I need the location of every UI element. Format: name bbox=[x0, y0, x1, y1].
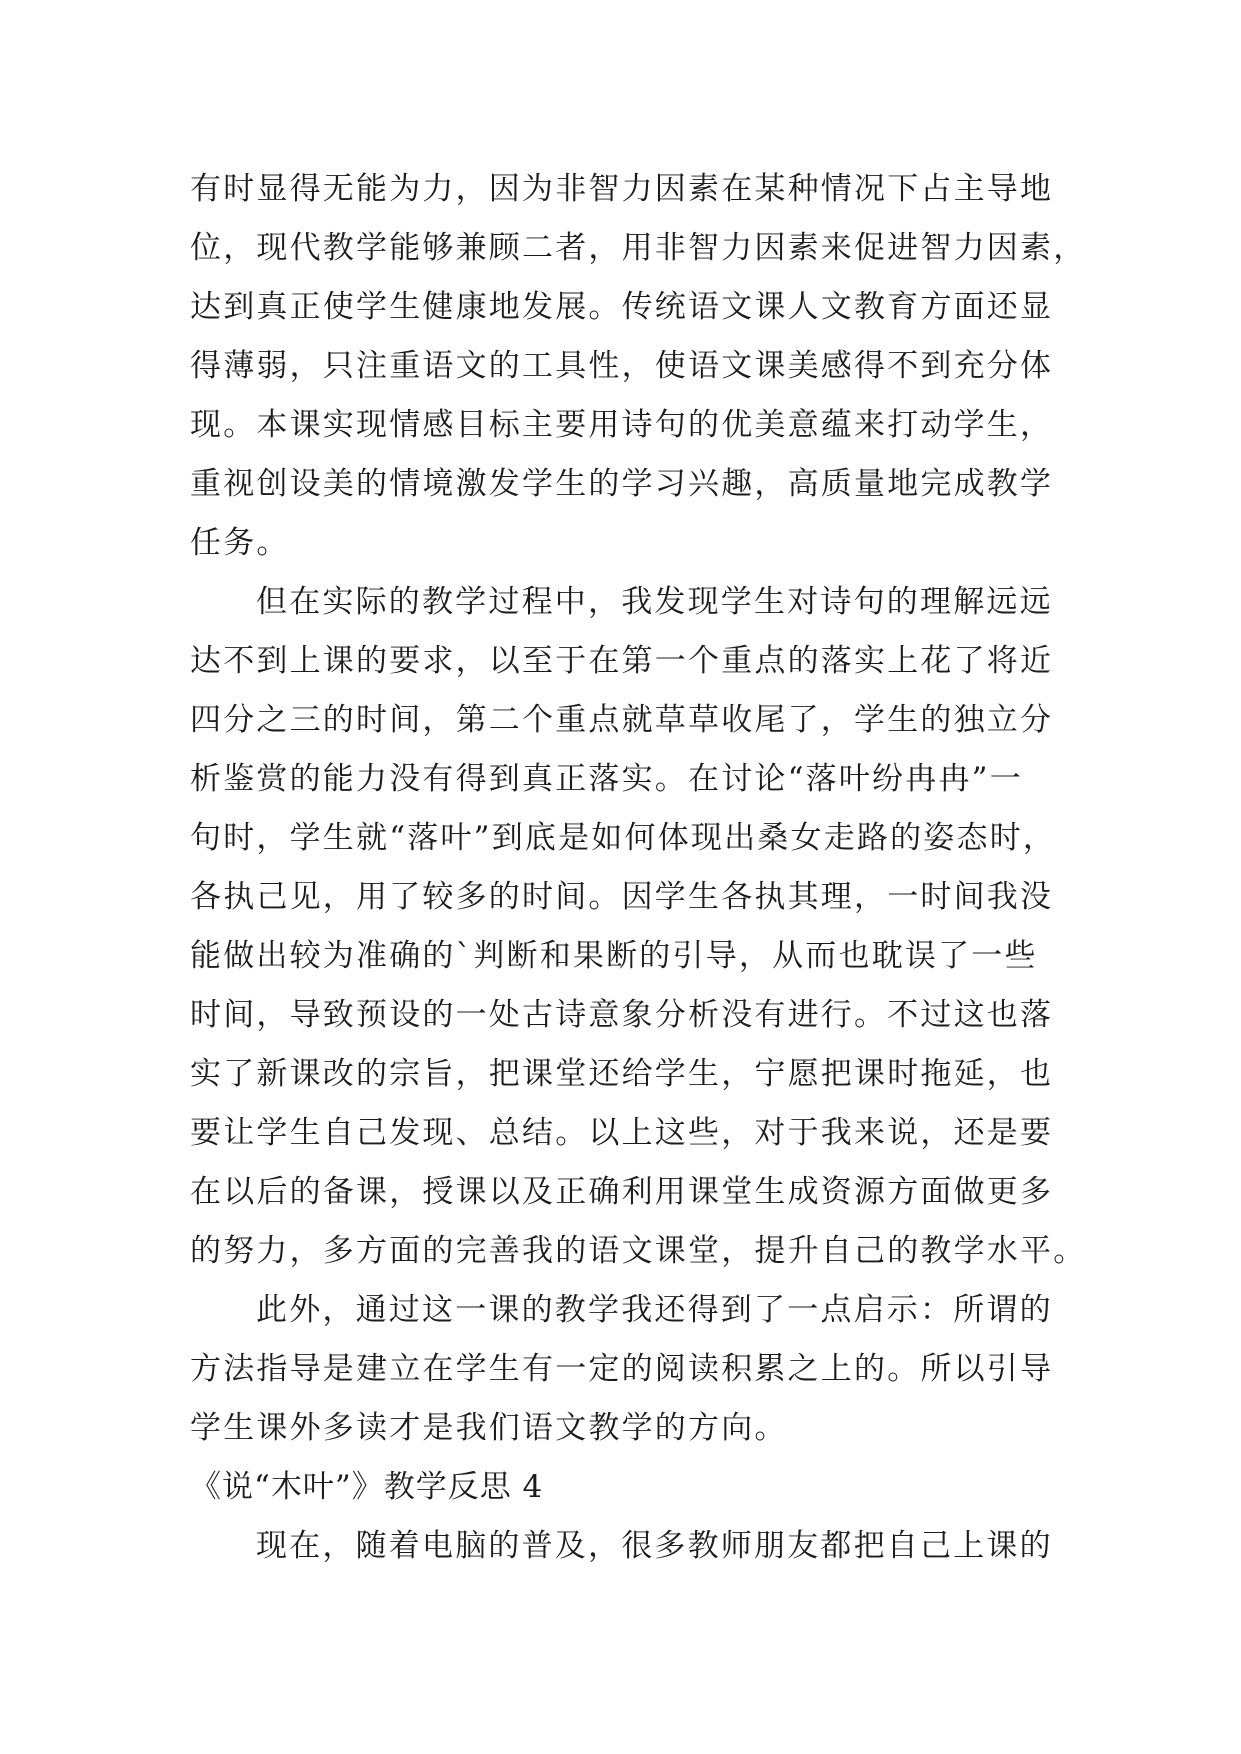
paragraph-first-line: 现在，随着电脑的普及，很多教师朋友都把自己上课的 bbox=[256, 1528, 1053, 1564]
text-line: 四分之三的时间，第二个重点就草草收尾了，学生的独立分 bbox=[190, 702, 1054, 738]
text-line: 现。本课实现情感目标主要用诗句的优美意蕴来打动学生， bbox=[190, 407, 1054, 443]
text-line: 得薄弱，只注重语文的工具性，使语文课美感得不到充分体 bbox=[190, 348, 1054, 384]
text-line: 学生课外多读才是我们语文教学的方向。 bbox=[190, 1410, 788, 1446]
text-line: 方法指导是建立在学生有一定的阅读积累之上的。所以引导 bbox=[190, 1351, 1054, 1387]
paragraph-first-line: 此外，通过这一课的教学我还得到了一点启示：所谓的 bbox=[256, 1292, 1053, 1328]
text-line: 有时显得无能为力，因为非智力因素在某种情况下占主导地 bbox=[190, 171, 1054, 207]
text-line: 实了新课改的宗旨，把课堂还给学生，宁愿把课时拖延，也 bbox=[190, 1056, 1054, 1092]
text-line: 时间，导致预设的一处古诗意象分析没有进行。不过这也落 bbox=[190, 997, 1054, 1033]
text-line: 位，现代教学能够兼顾二者，用非智力因素来促进智力因素， bbox=[190, 230, 1087, 266]
text-line: 任务。 bbox=[190, 525, 290, 561]
section-heading: 《说“木叶”》教学反思 4 bbox=[190, 1469, 544, 1505]
text-line: 析鉴赏的能力没有得到真正落实。在讨论“落叶纷冉冉”一 bbox=[190, 761, 1023, 797]
text-line: 各执己见，用了较多的时间。因学生各执其理，一时间我没 bbox=[190, 879, 1054, 915]
text-line: 达不到上课的要求，以至于在第一个重点的落实上花了将近 bbox=[190, 643, 1054, 679]
text-line: 句时，学生就“落叶”到底是如何体现出桑女走路的姿态时， bbox=[190, 820, 1057, 856]
body-text bbox=[190, 160, 1087, 1576]
text-line: 在以后的备课，授课以及正确利用课堂生成资源方面做更多 bbox=[190, 1174, 1054, 1210]
text-line: 能做出较为准确的`判断和果断的引导，从而也耽误了一些 bbox=[190, 938, 1038, 974]
text-line: 要让学生自己发现、总结。以上这些，对于我来说，还是要 bbox=[190, 1115, 1054, 1151]
text-line: 的努力，多方面的完善我的语文课堂，提升自己的教学水平。 bbox=[190, 1233, 1087, 1269]
paragraph-first-line: 但在实际的教学过程中，我发现学生对诗句的理解远远 bbox=[256, 584, 1053, 620]
text-line: 达到真正使学生健康地发展。传统语文课人文教育方面还显 bbox=[190, 289, 1054, 325]
text-line: 重视创设美的情境激发学生的学习兴趣，高质量地完成教学 bbox=[190, 466, 1054, 502]
